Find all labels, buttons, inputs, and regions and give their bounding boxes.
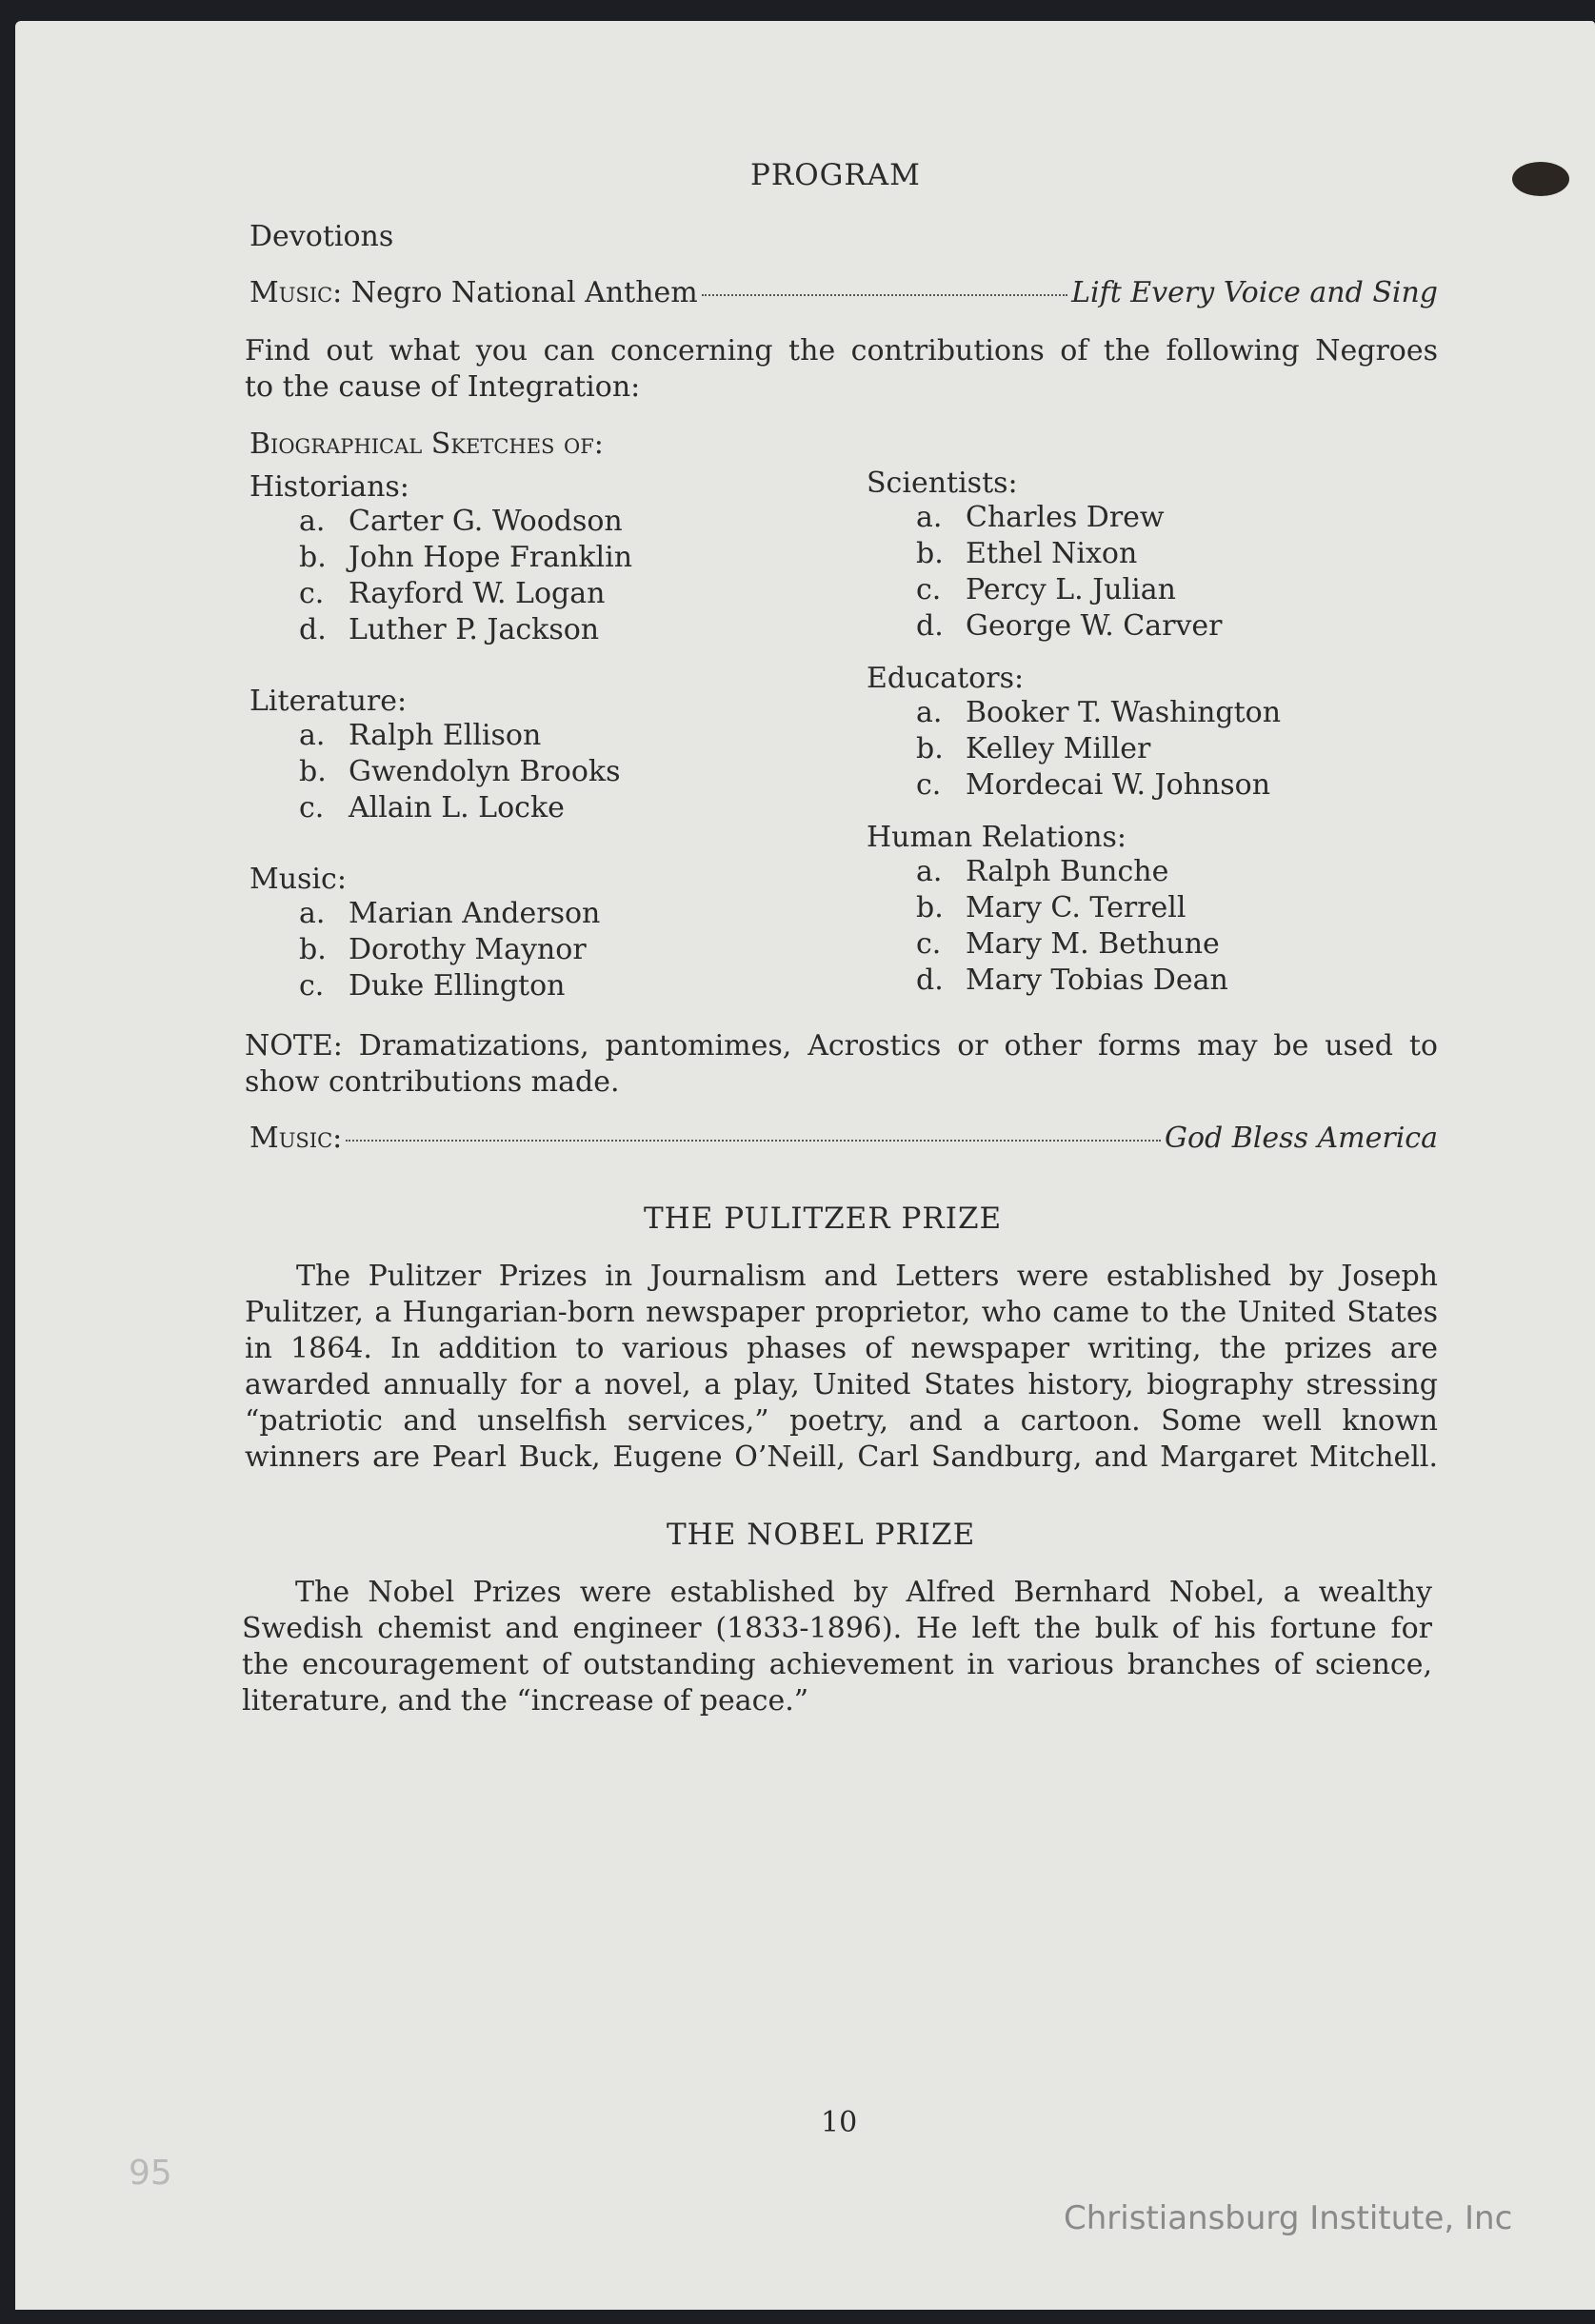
group-heading: Literature: <box>249 685 408 718</box>
group-historians <box>249 470 783 648</box>
list-item: b. Kelley Miller <box>916 732 1151 765</box>
anthem-title: Lift Every Voice and Sing <box>1071 276 1438 309</box>
list-item: c. Allain L. Locke <box>299 791 565 824</box>
pulitzer-line: awarded annually for a novel, a play, United States history, biography stressing <box>245 1368 1438 1401</box>
group-human-relations <box>867 821 1438 999</box>
biographical-heading: Biographical Sketches of: <box>249 427 604 461</box>
list-item: d. Mary Tobias Dean <box>916 963 1228 997</box>
devotions-label: Devotions <box>249 220 394 253</box>
group-heading: Music: <box>249 863 347 896</box>
list-item: a. Carter G. Woodson <box>299 505 623 538</box>
anthem-text: : Negro National Anthem <box>332 276 698 309</box>
intro-paragraph <box>245 333 1438 406</box>
anthem-line <box>249 276 1438 314</box>
list-item: a. Ralph Ellison <box>299 719 542 752</box>
group-heading: Scientists: <box>867 467 1018 500</box>
list-item: a. Booker T. Washington <box>916 696 1282 729</box>
closing-music-label: Music: <box>249 1122 343 1155</box>
group-educators <box>867 662 1438 804</box>
closing-music-line <box>249 1122 1438 1160</box>
nobel-line: the encouragement of outstanding achievement in various branches of science, <box>242 1648 1432 1681</box>
list-item: c. Percy L. Julian <box>916 573 1176 606</box>
list-item: c. Duke Ellington <box>299 969 566 1003</box>
list-item: d. Luther P. Jackson <box>299 613 600 646</box>
pulitzer-line: in 1864. In addition to various phases of newspaper writing, the prizes are <box>245 1332 1438 1365</box>
list-item: b. Mary C. Terrell <box>916 891 1186 924</box>
anthem-music-label: Music <box>249 276 333 309</box>
nobel-heading: THE NOBEL PRIZE <box>667 1518 976 1552</box>
list-item: c. Mary M. Bethune <box>916 927 1220 961</box>
intro-line: Find out what you can concerning the contributions of the following Negroes <box>245 334 1438 367</box>
group-scientists <box>867 467 1438 645</box>
group-heading: Historians: <box>249 470 409 504</box>
nobel-line: Swedish chemist and engineer (1833-1896). He left the bulk of his fortune for <box>242 1612 1432 1645</box>
list-item: a. Ralph Bunche <box>916 855 1169 888</box>
leader-dots <box>702 294 1067 296</box>
nobel-line: The Nobel Prizes were established by Alfred Bernhard Nobel, a wealthy <box>295 1576 1432 1609</box>
archive-watermark: Christiansburg Institute, Inc <box>1064 2199 1513 2237</box>
pulitzer-line: winners are Pearl Buck, Eugene O’Neill, Carl Sandburg, and Margaret Mitchell. <box>245 1440 1438 1474</box>
list-item: c. Mordecai W. Johnson <box>916 768 1271 802</box>
note-line: show contributions made. <box>245 1065 620 1099</box>
punch-hole <box>1512 162 1569 196</box>
list-item: c. Rayford W. Logan <box>299 577 606 610</box>
right-column <box>867 467 1438 999</box>
list-item: d. George W. Carver <box>916 609 1223 643</box>
group-heading: Human Relations: <box>867 821 1127 854</box>
left-column <box>249 470 783 1004</box>
group-literature <box>249 685 783 826</box>
pulitzer-line: Pulitzer, a Hungarian-born newspaper proprietor, who came to the United States <box>245 1296 1438 1329</box>
pulitzer-paragraph <box>245 1259 1438 1476</box>
page-number: 10 <box>821 2106 858 2139</box>
page-title: PROGRAM <box>750 158 921 192</box>
leader-dots <box>346 1140 1161 1142</box>
nobel-paragraph <box>242 1575 1432 1719</box>
intro-line: to the cause of Integration: <box>245 370 641 404</box>
list-item: a. Marian Anderson <box>299 897 601 930</box>
list-item: a. Charles Drew <box>916 501 1165 534</box>
note-line: NOTE: Dramatizations, pantomimes, Acrostics or other forms may be used to <box>245 1029 1438 1063</box>
group-heading: Educators: <box>867 662 1025 695</box>
pulitzer-heading: THE PULITZER PRIZE <box>644 1202 1003 1236</box>
list-item: b. Ethel Nixon <box>916 537 1138 570</box>
list-item: b. Gwendolyn Brooks <box>299 755 621 788</box>
note-paragraph <box>245 1028 1438 1101</box>
pencil-annotation: 95 <box>129 2154 172 2193</box>
pulitzer-line: The Pulitzer Prizes in Journalism and Letters were established by Joseph <box>296 1260 1438 1293</box>
closing-music-title: God Bless America <box>1165 1122 1438 1155</box>
group-music <box>249 863 783 1004</box>
list-item: b. Dorothy Maynor <box>299 933 587 966</box>
pulitzer-line: “patriotic and unselfish services,” poetry, and a cartoon. Some well known <box>245 1404 1438 1438</box>
nobel-line: literature, and the “increase of peace.” <box>242 1684 809 1718</box>
list-item: b. John Hope Franklin <box>299 541 633 574</box>
